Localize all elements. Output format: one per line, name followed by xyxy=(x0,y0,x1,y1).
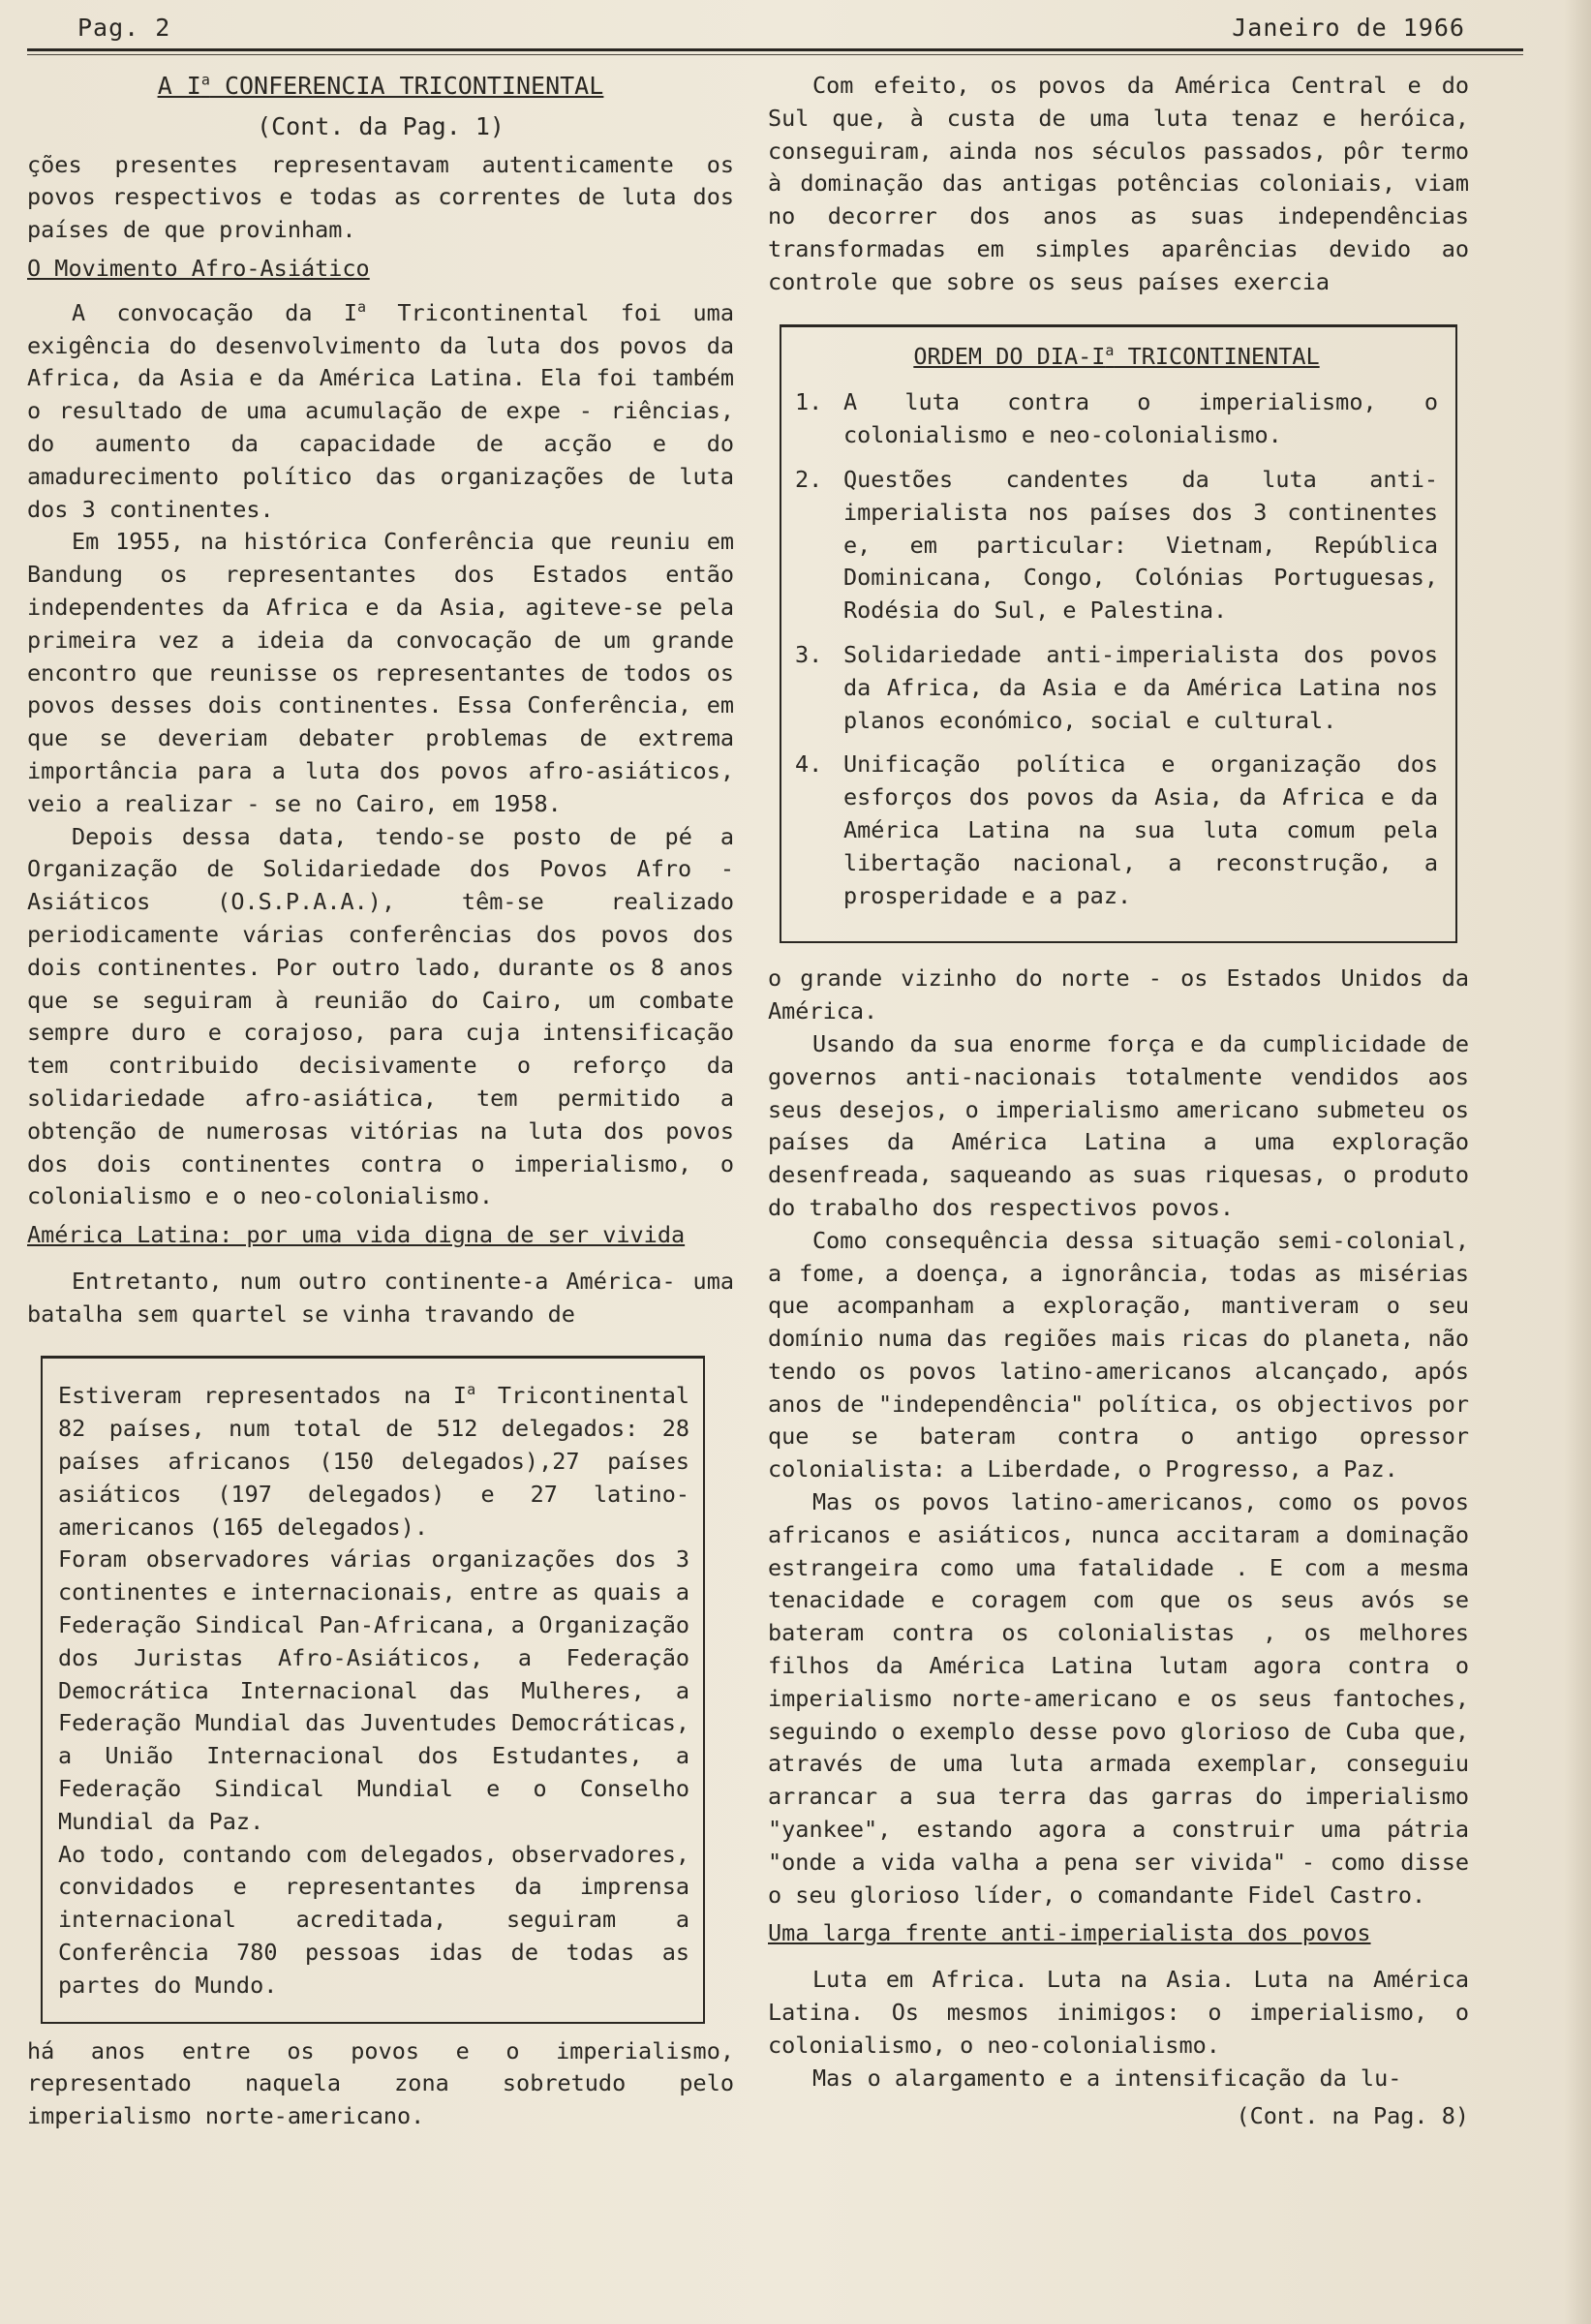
issue-date: Janeiro de 1966 xyxy=(1232,14,1465,42)
paragraph: Entretanto, num outro continente-a América- uma batalha sem quartel se vinha travando de xyxy=(27,1267,734,1328)
paragraph: Usando da sua enorme força e da cumplicidade de governos anti-nacionais totalmente vendidos aos seus desejos, o imperialismo americano submeteu os países da América Latina a uma exploração desenfreada, saqueando as suas riquesas, o produto do trabalho dos respectivos povos. xyxy=(768,1029,1469,1221)
paragraph: Mas o alargamento e a intensificação da lu- xyxy=(812,2064,1402,2092)
paragraph: o grande vizinho do norte - os Estados Unidos da América. xyxy=(768,964,1469,1025)
continued-from: (Cont. da Pag. 1) xyxy=(257,111,505,140)
page-header xyxy=(27,14,1523,52)
section-heading-america-latina: América Latina: por uma vida digna de ser vivida xyxy=(27,1221,686,1249)
left-column xyxy=(27,70,734,2133)
section-heading-frente: Uma larga frente anti-imperialista dos povos xyxy=(768,1919,1371,1947)
paragraph: A convocação da $I^a$ Tricontinental foi uma exigência do desenvolvimento da luta dos povos da Africa, da Asia e da América Latina. Ela foi também o resultado de uma acumulação de expe - riências, do aumento da capacidade de acção e do amadurecimento político das organizações de luta dos 3 continentes. xyxy=(27,297,734,523)
agenda-item: 3. Solidariedade anti-imperialista dos povos da Africa, da Asia e da América Latina nos planos económico, social e cultural. xyxy=(795,640,1438,734)
paragraph: Em 1955, na histórica Conferência que reuniu em Bandung os representantes dos Estados então independentes da Africa e da Asia, agiteve-se pela primeira vez a ideia da convocação de um grande encontro que reunisse os representantes de todos os povos desses dois continentes. Essa Conferência, em que se deveriam debater problemas de extrema importância para a luta dos povos afro-asiáticos, veio a realizar - se no Cairo, em 1958. xyxy=(27,528,734,817)
paragraph: ções presentes representavam autenticamente os povos respectivos e todas as correntes de luta dos países de que provinham. xyxy=(27,150,734,244)
agenda-item: 4. Unificação política e organização dos esforços dos povos da Asia, da Africa e da América Latina na sua luta comum pela libertação nacional, a reconstrução, a prosperidade e a paz. xyxy=(795,750,1438,909)
page-edge-shadow xyxy=(1564,0,1591,2324)
continued-on: (Cont. na Pag. 8) xyxy=(1236,2102,1469,2130)
agenda-item: 2. Questões candentes da luta anti-imperialista nos países dos 3 continentes e, em particular: Vietnam, República Dominicana, Congo, Colónias Portuguesas, Rodésia do Sul, e Palestina. xyxy=(795,465,1438,625)
box-paragraph: Estiveram representados na $I^a$ Tricontinental 82 países, num total de 512 delegados: 28 países africanos (150 delegados),27 países asiáticos (197 delegados) e 27 latino-americanos (165 delegados). xyxy=(58,1381,689,1541)
paragraph: há anos entre os povos e o imperialismo, representado naquela zona sobretudo pelo imperialismo norte-americano. xyxy=(27,2036,734,2130)
box-paragraph: Ao todo, contando com delegados, observadores, convidados e representantes da imprensa internacional acreditada, seguiram a Conferência 780 pessoas idas de todas as partes do Mundo. xyxy=(58,1840,689,1999)
paragraph: Com efeito, os povos da América Central e do Sul que, à custa de uma luta tenaz e heróica, conseguiram, ainda nos séculos passados, pôr termo à dominação das antigas potências coloniais, viam no decorrer dos anos as suas independências transformadas em simples aparências devido ao controle que sobre os seus países exercia xyxy=(768,72,1469,295)
right-column xyxy=(768,70,1469,2133)
article-title: A $I^a$ CONFERENCIA TRICONTINENTAL xyxy=(157,71,604,100)
section-heading-afro-asiatico: O Movimento Afro-Asiático xyxy=(27,254,370,282)
agenda-title: ORDEM DO DIA-$I^a$ TRICONTINENTAL xyxy=(913,341,1320,370)
agenda-box xyxy=(780,324,1457,944)
paragraph: Como consequência dessa situação semi-colonial, a fome, a doença, a ignorância, todas as misérias que acompanham a exploração, mantiveram o seu domínio numa das regiões mais ricas do planeta, não tendo os povos latino-americanos alcançado, após anos de "independência" política, os objectivos por que se bateram contra o antigo opressor colonialista: a Liberdade, o Progresso, a Paz. xyxy=(768,1226,1469,1483)
paragraph: Mas os povos latino-americanos, como os povos africanos e asiáticos, nunca accitaram a dominação estrangeira como uma fatalidade . E com a mesma tenacidade e coragem com que os seus avós se bateram contra os colonialistas , os melhores filhos da América Latina lutam agora contra o imperialismo norte-americano e os seus fantoches, seguindo o exemplo desse povo glorioso de Cuba que, através de uma luta armada exemplar, conseguiu arrancar a sua terra das garras do imperialismo "yankee", estando agora a construir uma pátria "onde a vida valha a pena ser vivida" - como disse o seu glorioso líder, o comandante Fidel Castro. xyxy=(768,1488,1469,1909)
page-number: Pag. 2 xyxy=(77,14,171,42)
header-rule xyxy=(27,48,1523,51)
box-paragraph: Foram observadores várias organizações dos 3 continentes e internacionais, entre as quais a Federação Sindical Pan-Africana, a Organização dos Juristas Afro-Asiáticos, a Federação Democrática Internacional das Mulheres, a Federação Mundial das Juventudes Democráticas, a União Internacional dos Estudantes, a Federação Sindical Mundial e o Conselho Mundial da Paz. xyxy=(58,1545,689,1835)
agenda-item: 1. A luta contra o imperialismo, o colonialismo e neo-colonialismo. xyxy=(795,388,1438,449)
paragraph: Depois dessa data, tendo-se posto de pé a Organização de Solidariedade dos Povos Afro - Asiáticos (O.S.P.A.A.), têm-se realizado periodicamente várias conferências dos povos dos dois continentes. Por outro lado, durante os 8 anos que se seguiram à reunião do Cairo, um combate sempre duro e corajoso, para cuja intensificação tem contribuido decisivamente o reforço da solidariedade afro-asiática, tem permitido a obtenção de numerosas vitórias na luta dos povos dos dois continentes contra o imperialismo, o colonialismo e o neo-colonialismo. xyxy=(27,822,734,1210)
paragraph: Luta em Africa. Luta na Asia. Luta na América Latina. Os mesmos inimigos: o imperialismo, o colonialismo, o neo-colonialismo. xyxy=(768,1966,1469,2059)
header-rule-thin xyxy=(27,54,1523,55)
delegates-box xyxy=(41,1356,705,2023)
